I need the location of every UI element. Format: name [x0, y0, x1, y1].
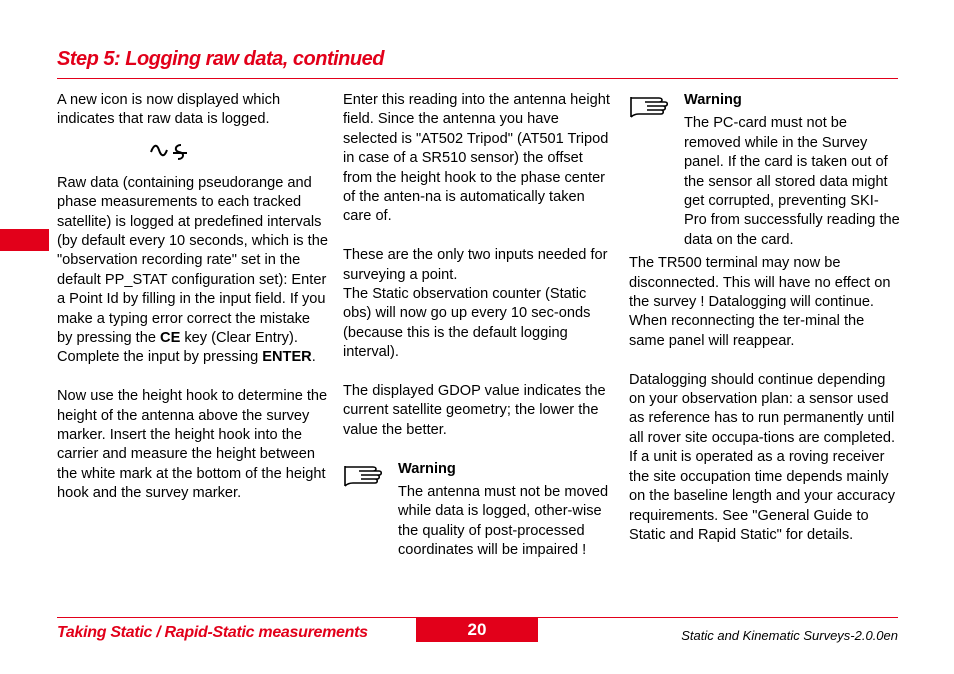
footer-document-title: Static and Kinematic Surveys-2.0.0en	[681, 628, 898, 643]
key-ce: CE	[160, 330, 181, 347]
page-number: 20	[416, 618, 538, 642]
warning-title: Warning	[684, 92, 742, 108]
paragraph-only-inputs: These are the only two inputs needed for surveying a point.	[343, 247, 608, 283]
paragraph-terminal-disconnect: The TR500 terminal may now be disconnected. This will have no effect on the survey ! Datalogging will continue. When reconnecting the ter-minal the same panel will reappear.	[629, 255, 891, 349]
paragraph-gdop: The displayed GDOP value indicates the current satellite geometry; the lower the value the better.	[343, 383, 606, 438]
raw-data-text-end: .	[311, 349, 316, 366]
raw-data-logging-icon	[149, 140, 189, 164]
warning-text: The PC-card must not be removed while in the Survey panel. If the card is taken out of the sensor all stored data might get corrupted, preventing SKI-Pro from successfully reading the data on the card.	[684, 115, 900, 248]
column-2	[343, 91, 615, 561]
chapter-tab-marker	[0, 229, 49, 251]
paragraph-new-icon: A new icon is now displayed which indicates that raw data is logged.	[57, 92, 281, 128]
footer-section-title: Taking Static / Rapid-Static measurements	[57, 624, 368, 641]
column-1	[57, 91, 329, 523]
page-title: Step 5: Logging raw data, continued	[57, 48, 384, 70]
raw-data-text: Raw data (containing pseudorange and phase measurements to each tracked satellite) is logged at predefined intervals (by default every 10 seconds, which is the "observation recording rate" set in the default PP_STAT configuration set): Enter a Point Id by filling in the input field. If you make a typing error correct the mistake by pressing the	[57, 174, 328, 347]
warning-text: The antenna must not be moved while data is logged, other-wise the quality of post-processed coordinates will be impaired !	[398, 484, 609, 559]
warning-pc-card	[629, 91, 901, 250]
header-rule	[57, 78, 898, 79]
paragraph-antenna-height: Enter this reading into the antenna height field. Since the antenna you have selected is "AT502 Tripod" (AT501 Tripod in case of a SR510 sensor) the offset from the height hook to the phase center of the anten-na is automatically taken care of.	[343, 92, 610, 225]
pointing-hand-icon	[629, 93, 669, 121]
raw-data-text-cont: key (Clear Entry). Complete the input by pressing	[57, 330, 298, 366]
pointing-hand-icon	[343, 462, 383, 490]
warning-antenna	[343, 460, 615, 561]
key-enter: ENTER	[262, 349, 312, 366]
paragraph-datalogging-plan: Datalogging should continue depending on your observation plan: a sensor used as reference has to run permanently until all rover site occupa-tions are completed. If a unit is operated as a roving receiver the site occupation time depends mainly on the baseline length and your accuracy requirements. See "General Guide to Static and Rapid Static" for details.	[629, 371, 896, 543]
warning-title: Warning	[398, 460, 456, 477]
column-3	[629, 91, 901, 565]
paragraph-height-hook: Now use the height hook to determine the height of the antenna above the survey marker. Insert the height hook into the carrier and measure the height between the white mark at the bottom of the height hook and the survey marker.	[57, 388, 328, 502]
paragraph-static-counter: The Static observation counter (Static obs) will now go up every 10 sec-onds (because this is the default logging interval).	[343, 286, 591, 361]
paragraph-raw-data	[57, 174, 329, 368]
